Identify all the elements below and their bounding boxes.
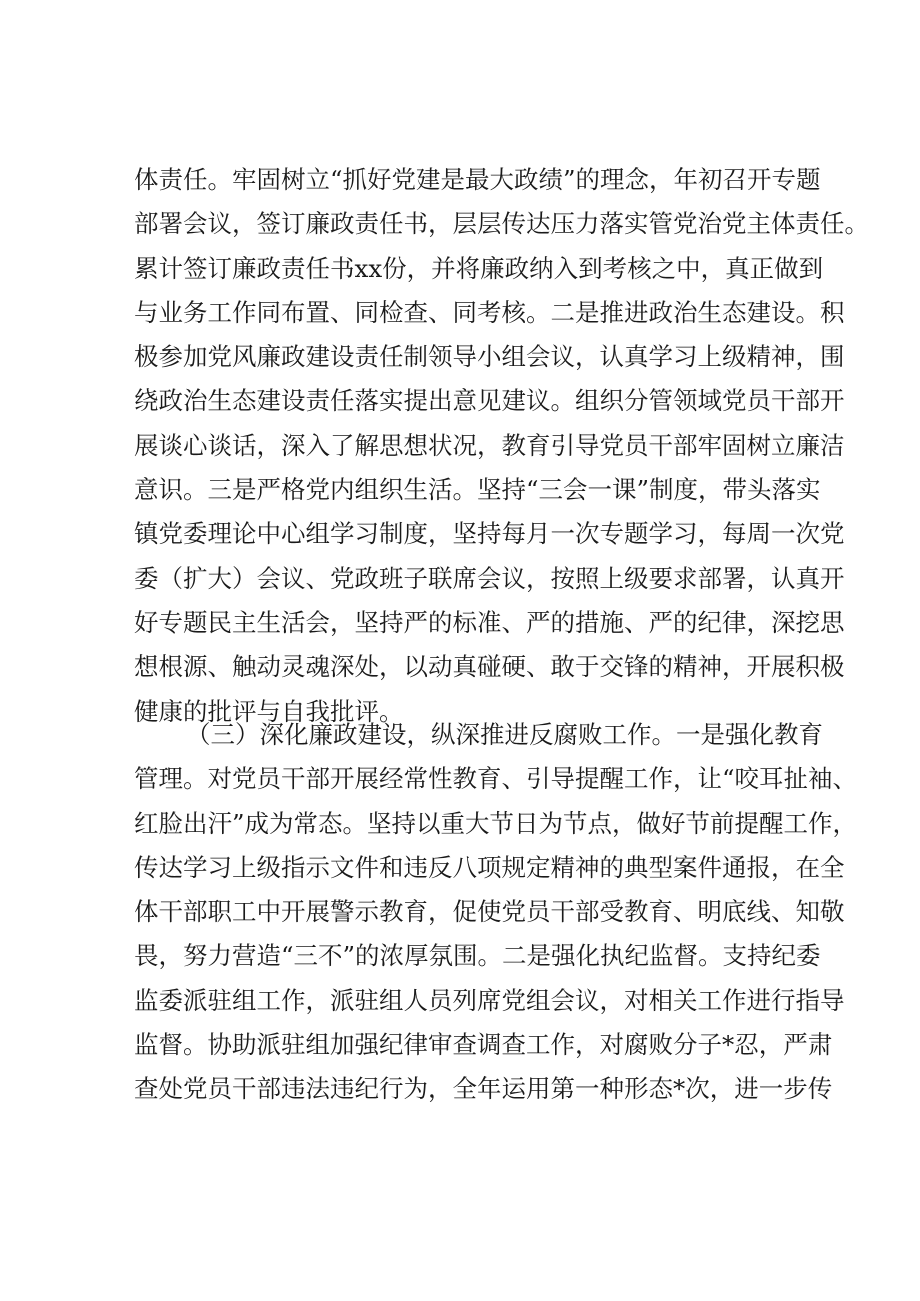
paragraph-line: 累计签订廉政责任书xx份，并将廉政纳入到考核之中，真正做到 [134,253,824,283]
paragraph-line: 与业务工作同布置、同检查、同考核。二是推进政治生态建设。积 [134,297,845,327]
paragraph-line: 畏，努力营造“三不”的浓厚氛围。二是强化执纪监督。支持纪委 [134,941,821,971]
paragraph-line: 绕政治生态建设责任落实提出意见建议。组织分管领域党员干部开 [134,386,845,416]
paragraph-line: 体责任。牢固树立“抓好党建是最大政绩”的理念，年初召开专题 [134,165,821,194]
paragraph-line: 传达学习上级指示文件和违反八项规定精神的典型案件通报，在全 [134,852,845,882]
paragraph-1 [134,158,869,734]
paragraph-line: 想根源、触动灵魂深处，以动真碰硬、敢于交锋的精神，开展积极 [134,652,845,682]
paragraph-line: 好专题民主生活会，坚持严的标准、严的措施、严的纪律，深挖思 [134,607,845,637]
paragraph-line: 体干部职工中开展警示教育，促使党员干部受教育、明底线、知敬 [134,897,845,927]
paragraph-2 [134,713,858,1112]
paragraph-line: 监督。协助派驻组加强纪律审查调查工作，对腐败分子*忍，严肃 [134,1030,833,1060]
paragraph-line: 意识。三是严格党内组织生活。坚持“三会一课”制度，带头落实 [134,475,821,505]
paragraph-line: 极参加党风廉政建设责任制领导小组会议，认真学习上级精神，围 [134,342,845,372]
paragraph-line: 部署会议，签订廉政责任书，层层传达压力落实管党治党主体责任。 [134,209,869,239]
paragraph-line: 展谈心谈话，深入了解思想状况，教育引导党员干部牢固树立廉洁 [134,430,845,460]
paragraph-line: 查处党员干部违法违纪行为，全年运用第一种形态*次，进一步传 [134,1074,833,1104]
paragraph-line: 镇党委理论中心组学习制度，坚持每月一次专题学习，每周一次党 [134,519,845,549]
section-heading-line: （三）深化廉政建设，纵深推进反腐败工作。一是强化教育 [186,720,823,749]
paragraph-line: 管理。对党员干部开展经常性教育、引导提醒工作，让“咬耳扯袖、 [134,764,858,794]
paragraph-line: 健康的批评与自我批评。 [134,696,404,726]
paragraph-line: 委（扩大）会议、党政班子联席会议，按照上级要求部署，认真开 [134,563,845,593]
paragraph-line: 红脸出汗”成为常态。坚持以重大节日为节点，做好节前提醒工作， [134,808,858,838]
paragraph-line: 监委派驻组工作，派驻组人员列席党组会议，对相关工作进行指导 [134,985,845,1015]
